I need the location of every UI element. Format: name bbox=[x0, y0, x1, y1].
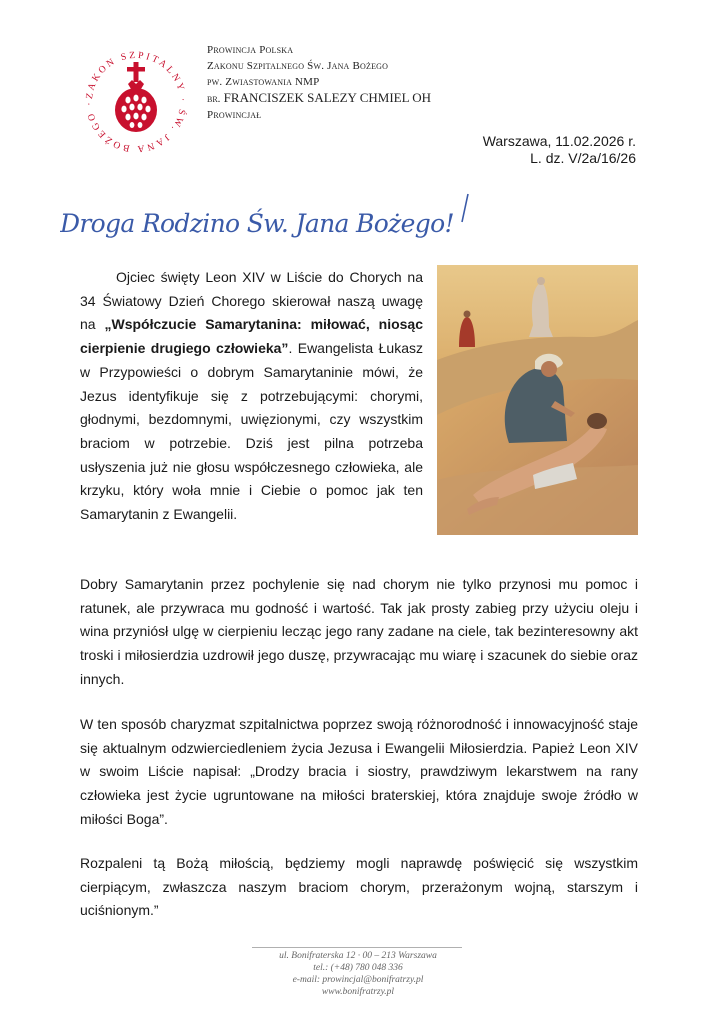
author-name-line: br. FRANCISZEK SALEZY CHMIEL OH bbox=[207, 90, 432, 105]
footer-address: ul. Bonifraterska 12 · 00 – 213 Warszawa bbox=[279, 951, 437, 961]
patronage-line: pw. Zwiastowania NMP bbox=[207, 76, 320, 88]
letterhead bbox=[207, 42, 431, 123]
letter-date: Warszawa, 11.02.2026 r. bbox=[482, 133, 636, 149]
quoted-theme: „Współczucie Samarytanina: miłować, niosąc cierpienie drugiego człowieka” bbox=[80, 316, 423, 357]
pomegranate-icon bbox=[115, 80, 157, 132]
order-logo bbox=[78, 44, 194, 160]
paragraph-2: Dobry Samarytanin przez pochylenie się nad chorym nie tylko przynosi mu pomoc i ratunek, ale przywraca mu godność i wartość. Tak jak prosty zabieg przy użyciu oleju i wina przyniósł ulgę w cierpieniu lecząc jego rany zadane na ciele, tak bezinteresowny akt troski i miłosierdzia uzdrowił jego duszę, przywracając mu wiarę i szacunek do siebie oraz innych. bbox=[80, 576, 638, 687]
logo-ring-text: ZAKON SZPITALNY · ŚW. JANA BOŻEGO · bbox=[83, 49, 189, 155]
paragraph-4: Rozpaleni tą Bożą miłością, będziemy mogli naprawdę poświęcić się wszystkim cierpiącym, zwłaszcza naszym braciom chorym, przerażonym wojną, starszym i uciśnionym.” bbox=[80, 855, 638, 919]
good-samaritan-painting bbox=[437, 265, 638, 535]
footer-email: e-mail: prowincjal@bonifratrzy.pl bbox=[292, 975, 424, 985]
reference-number: L. dz. V/2a/16/26 bbox=[530, 150, 636, 166]
paragraph-3: W ten sposób charyzmat szpitalnictwa poprzez swoją różnorodność i innowacyjność staje się aktualnym odzwierciedleniem życia Jezusa i Ewangelii Miłosierdzia. Papież Leon XIV w swoim Liście napisał: „Drodzy bracia i siostry, prawdziwym lekarstwem na rany człowieka jest życie ugruntowane na miłości braterskiej, która znajduje swoje źródło w miłości Boga”. bbox=[80, 716, 638, 827]
footer-website: www.bonifratrzy.pl bbox=[321, 987, 395, 997]
footer bbox=[200, 950, 516, 998]
footer-phone: tel.: (+48) 780 048 336 bbox=[313, 963, 403, 973]
handwritten-salutation bbox=[60, 188, 500, 248]
order-line: Zakonu Szpitalnego Św. Jana Bożego bbox=[207, 60, 389, 72]
footer-divider bbox=[252, 947, 462, 948]
paragraph-1: Ojciec święty Leon XIV w Liście do Chorych na 34 Światowy Dzień Chorego skierował naszą uwagę na „Współczucie Samarytanina: miłować, niosąc cierpienie drugiego człowieka”. Ewangelista Łukasz w Przypowieści o dobrym Samarytaninie mówi, że Jezus identyfikuje się z potrzebującymi: chorymi, głodnymi, bezdomnymi, uwięzionymi, czy wszystkim braciom w potrzebie. Dziś jest pilna potrzeba usłyszenia już nie głosu współczesnego człowieka, ale krzyku, który woła mnie i Ciebie o pomoc jak ten Samarytanin z Ewangelii. bbox=[80, 269, 423, 523]
author-title: Prowincjał bbox=[207, 109, 262, 121]
date-block bbox=[483, 133, 636, 167]
svg-text:Droga Rodzino Św. Jana Bożego!: Droga Rodzino Św. Jana Bożego! bbox=[60, 209, 455, 238]
province-line: Prowincja Polska bbox=[207, 44, 294, 56]
cross-icon bbox=[127, 62, 145, 82]
